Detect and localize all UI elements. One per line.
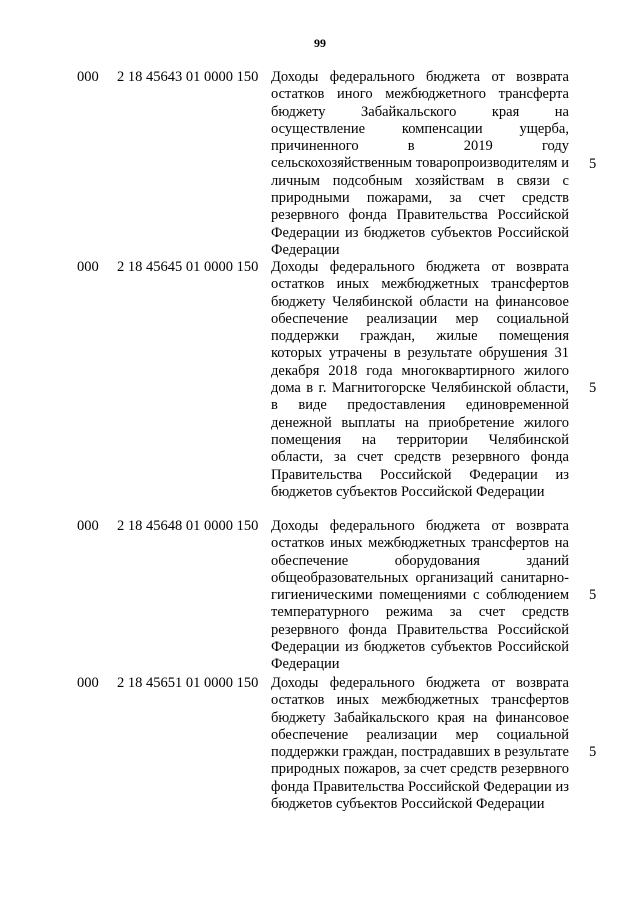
table-row — [0, 69, 640, 257]
revenue-description: Доходы федерального бюджета от возврата остатков иного межбюджетного трансферта бюджету Забайкальского края на осуществление компенсации ущерба, причиненного в 2019 году сельскохозяйственным товаропроизводителям и личным подсобным хозяйствам в связи с природными пожарами, за счет средств резервного фонда Правительства Российской Федерации из бюджетов субъектов Российской Федерации — [271, 69, 569, 258]
revenue-code-table — [0, 69, 640, 832]
admin-code: 000 — [77, 69, 99, 85]
table-row — [0, 518, 640, 673]
budget-classification-code: 2 18 45645 01 0000 150 — [117, 259, 259, 275]
distribution-norm: 5 — [589, 744, 597, 760]
distribution-norm: 5 — [589, 380, 597, 396]
admin-code: 000 — [77, 518, 99, 534]
admin-code: 000 — [77, 675, 99, 691]
distribution-norm: 5 — [589, 587, 597, 603]
table-row — [0, 675, 640, 830]
revenue-description: Доходы федерального бюджета от возврата остатков иных межбюджетных трансфертов на обеспечение оборудования зданий общеобразовательных организаций санитарно-гигиеническими помещениями с соблюдением температурного режима за счет средств резервного фонда Правительства Российской Федерации из бюджетов субъектов Российской Федерации — [271, 518, 569, 673]
budget-classification-code: 2 18 45651 01 0000 150 — [117, 675, 259, 691]
budget-classification-code: 2 18 45648 01 0000 150 — [117, 518, 259, 534]
table-row — [0, 259, 640, 516]
revenue-description: Доходы федерального бюджета от возврата остатков иных межбюджетных трансфертов бюджету Челябинской области на финансовое обеспечение реализации мер социальной поддержки граждан, жилые помещения которых утрачены в результате обрушения 31 декабря 2018 года многоквартирного жилого дома в г. Магнитогорске Челябинской области, в виде предоставления единовременной денежной выплаты на приобретение жилого помещения на территории Челябинской области, за счет средств резервного фонда Правительства Российской Федерации из бюджетов субъектов Российской Федерации — [271, 259, 569, 500]
admin-code: 000 — [77, 259, 99, 275]
budget-classification-code: 2 18 45643 01 0000 150 — [117, 69, 259, 85]
page-number: 99 — [314, 36, 326, 50]
distribution-norm: 5 — [589, 156, 597, 172]
revenue-description: Доходы федерального бюджета от возврата остатков иных межбюджетных трансфертов бюджету Забайкальского края на финансовое обеспечение реализации мер социальной поддержки граждан, пострадавших в результате природных пожаров, за счет средств резервного фонда Правительства Российской Федерации из бюджетов субъектов Российской Федерации — [271, 675, 569, 813]
